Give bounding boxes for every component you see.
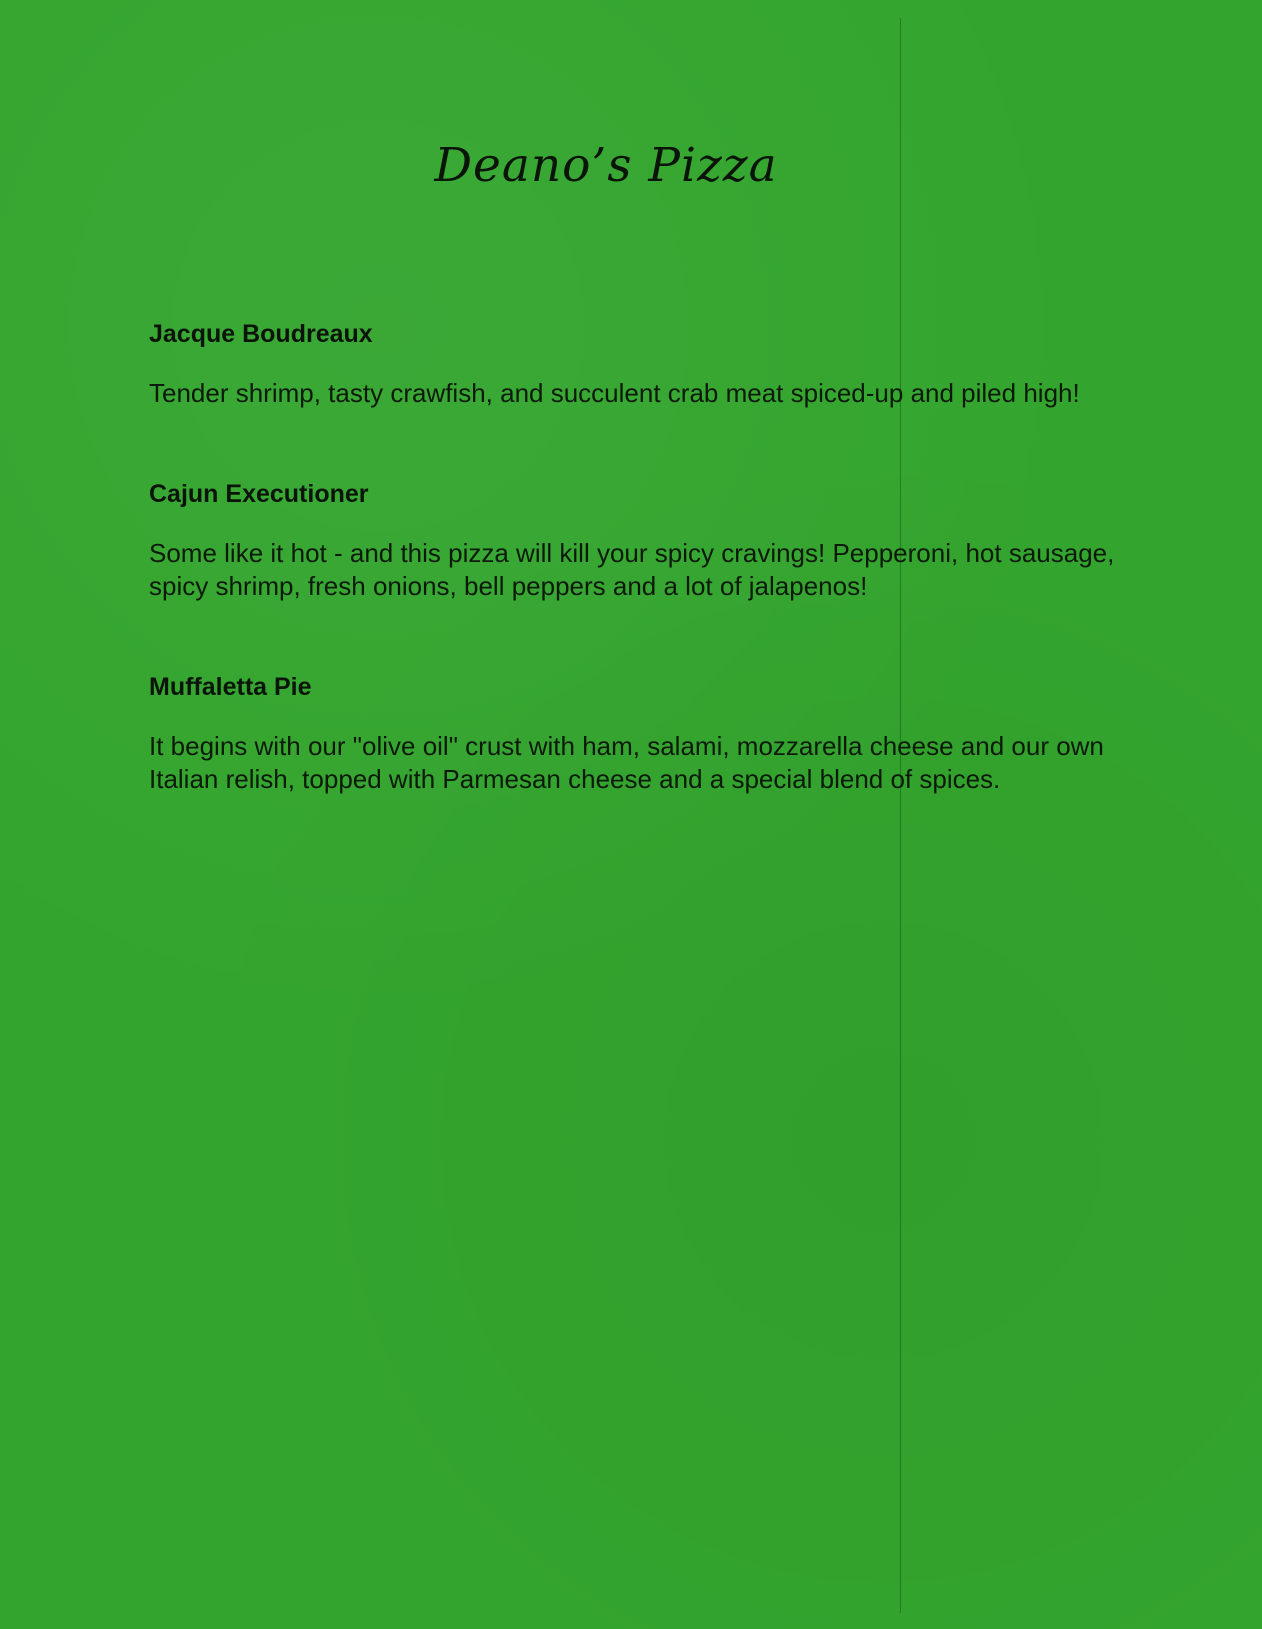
menu-list — [149, 320, 1129, 866]
menu-item — [149, 480, 1129, 603]
menu-item — [149, 673, 1129, 796]
menu-item-name: Jacque Boudreaux — [149, 320, 373, 348]
menu-item-description: Some like it hot - and this pizza will kill your spicy cravings! Pepperoni, hot sausage, spicy shrimp, fresh onions, bell peppers and a lot of jalapenos! — [149, 538, 1115, 601]
menu-item-description: It begins with our "olive oil" crust with ham, salami, mozzarella cheese and our own Italian relish, topped with Parmesan cheese and a special blend of spices. — [149, 731, 1104, 794]
menu-item-name: Muffaletta Pie — [149, 673, 312, 701]
menu-item — [149, 320, 1129, 410]
menu-item-description: Tender shrimp, tasty crawfish, and succulent crab meat spiced-up and piled high! — [149, 378, 1080, 408]
menu-item-name: Cajun Executioner — [149, 480, 369, 508]
restaurant-title: Deano’s Pizza — [434, 138, 778, 193]
